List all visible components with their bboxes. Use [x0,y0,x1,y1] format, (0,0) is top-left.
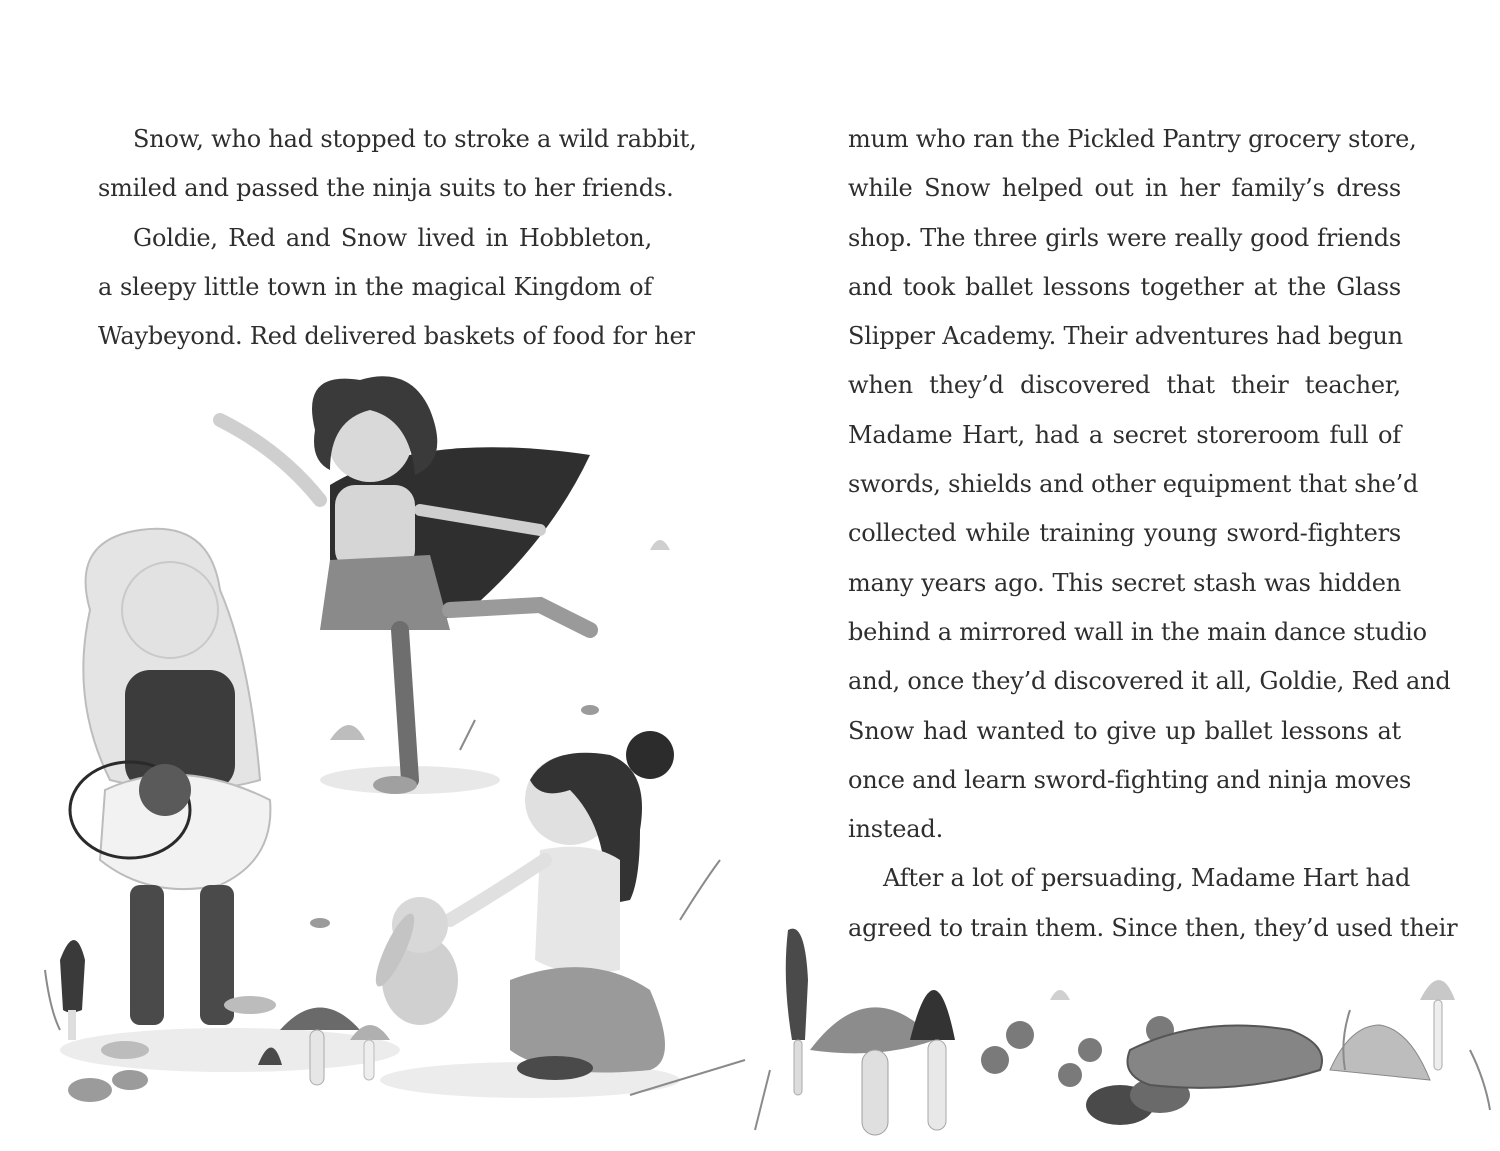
girls-dancing-illustration [30,360,750,1140]
text-line: behind a mirrored wall in the main dance studio [848,617,1427,646]
right-page [750,0,1500,1151]
text-line: agreed to train them. Since then, they’d used their [848,913,1458,942]
text-line: and, once they’d discovered it all, Goldie, Red and [848,667,1451,696]
text-line: collected while training young sword-fighters [848,519,1401,548]
rabbit [369,897,458,1025]
text-line: Snow had wanted to give up ballet lessons at [848,716,1401,745]
text-line: mum who ran the Pickled Pantry grocery store, [848,125,1417,153]
text-line: and took ballet lessons together at the Glass [848,272,1401,301]
text-line: After a lot of persuading, Madame Hart had [883,864,1411,893]
text-line: smiled and passed the ninja suits to her friends. [98,174,674,203]
text-line: once and learn sword-fighting and ninja moves [848,765,1412,794]
text-line: Madame Hart, had a secret storeroom full of [848,420,1401,449]
right-page-text [848,115,1458,953]
left-page-text [98,115,697,361]
text-line: many years ago. This secret stash was hidden [848,568,1401,597]
text-line: Goldie, Red and Snow lived in Hobbleton, [133,223,652,252]
goldie-figure [70,529,276,1059]
text-line: a sleepy little town in the magical Kingdom of [98,272,652,301]
text-line: Waybeyond. Red delivered baskets of food for her [98,322,695,351]
text-line: Slipper Academy. Their adventures had begun [848,322,1403,351]
text-line: when they’d discovered that their teacher, [848,371,1401,400]
text-line: shop. The three girls were really good friends [848,223,1401,252]
red-figure [220,376,590,794]
text-line: swords, shields and other equipment that she’d [848,470,1419,499]
mushroom-border-illustration [750,920,1500,1151]
text-line: Snow, who had stopped to stroke a wild rabbit, [133,125,697,153]
text-line: instead. [848,815,943,844]
text-line: while Snow helped out in her family’s dress [848,174,1401,203]
